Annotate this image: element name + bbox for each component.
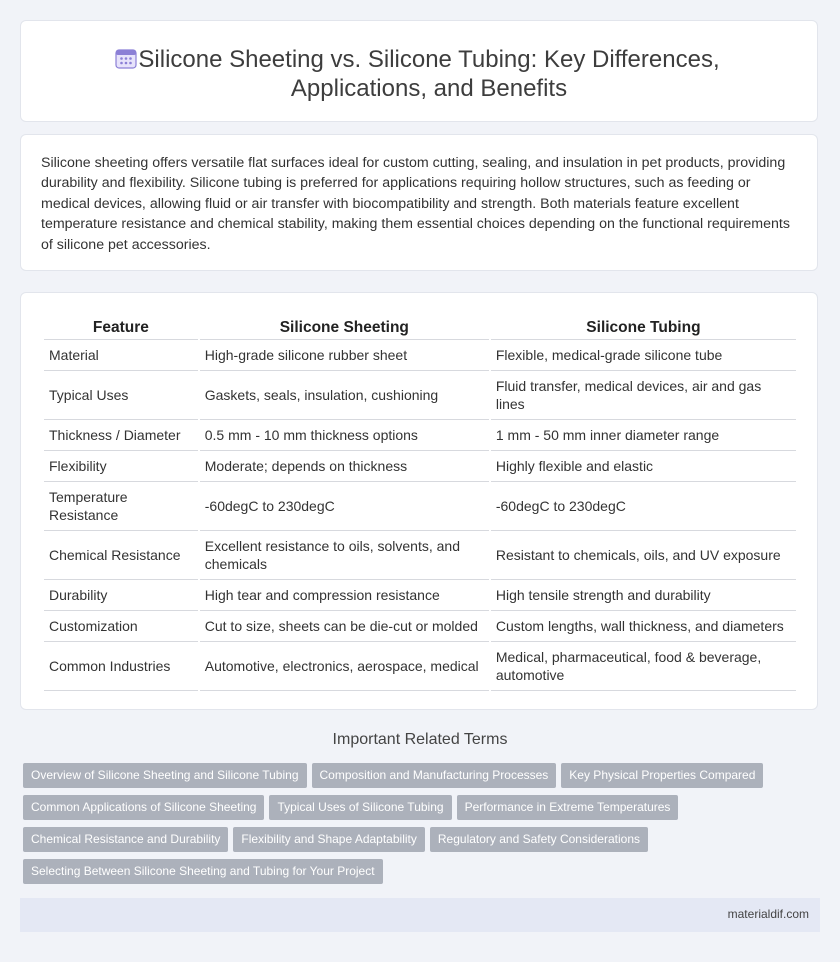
table-row xyxy=(44,451,796,482)
related-terms-heading: Important Related Terms xyxy=(332,731,508,748)
row-sheeting-value: Moderate; depends on thickness xyxy=(200,451,489,482)
row-tubing-value: Fluid transfer, medical devices, air and gas lines xyxy=(491,371,796,420)
related-term-tag[interactable]: Overview of Silicone Sheeting and Silicone Tubing xyxy=(23,763,307,788)
related-term-tag[interactable]: Flexibility and Shape Adaptability xyxy=(233,827,424,852)
related-term-tag[interactable]: Performance in Extreme Temperatures xyxy=(457,795,679,820)
row-sheeting-value: 0.5 mm - 10 mm thickness options xyxy=(200,420,489,451)
related-term-tag[interactable]: Regulatory and Safety Considerations xyxy=(430,827,648,852)
table-row xyxy=(44,482,796,531)
table-row xyxy=(44,340,796,371)
row-tubing-value: Highly flexible and elastic xyxy=(491,451,796,482)
row-sheeting-value: High-grade silicone rubber sheet xyxy=(200,340,489,371)
row-tubing-value: High tensile strength and durability xyxy=(491,580,796,611)
related-term-tag[interactable]: Chemical Resistance and Durability xyxy=(23,827,228,852)
row-sheeting-value: High tear and compression resistance xyxy=(200,580,489,611)
row-tubing-value: Medical, pharmaceutical, food & beverage, automotive xyxy=(491,642,796,691)
footer xyxy=(20,898,820,932)
row-feature: Customization xyxy=(44,611,198,642)
table-row xyxy=(44,642,796,691)
header-silicone-sheeting: Silicone Sheeting xyxy=(200,315,489,340)
row-sheeting-value: Gaskets, seals, insulation, cushioning xyxy=(200,371,489,420)
row-tubing-value: -60degC to 230degC xyxy=(491,482,796,531)
related-term-tag[interactable]: Common Applications of Silicone Sheeting xyxy=(23,795,264,820)
header-silicone-tubing: Silicone Tubing xyxy=(491,315,796,340)
comparison-table xyxy=(42,315,798,691)
related-terms-list xyxy=(23,763,793,891)
title-card xyxy=(20,20,818,122)
row-sheeting-value: Cut to size, sheets can be die-cut or molded xyxy=(200,611,489,642)
row-feature: Durability xyxy=(44,580,198,611)
row-tubing-value: Custom lengths, wall thickness, and diameters xyxy=(491,611,796,642)
intro-card xyxy=(20,134,818,271)
row-tubing-value: Flexible, medical-grade silicone tube xyxy=(491,340,796,371)
row-sheeting-value: Automotive, electronics, aerospace, medical xyxy=(200,642,489,691)
row-feature: Common Industries xyxy=(44,642,198,691)
related-term-tag[interactable]: Typical Uses of Silicone Tubing xyxy=(269,795,451,820)
header-feature: Feature xyxy=(44,315,198,340)
table-row xyxy=(44,371,796,420)
table-header-row xyxy=(44,315,796,340)
table-row xyxy=(44,611,796,642)
row-sheeting-value: -60degC to 230degC xyxy=(200,482,489,531)
row-feature: Thickness / Diameter xyxy=(44,420,198,451)
row-sheeting-value: Excellent resistance to oils, solvents, and chemicals xyxy=(200,531,489,580)
footer-site-link[interactable]: materialdif.com xyxy=(727,907,809,921)
related-term-tag[interactable]: Composition and Manufacturing Processes xyxy=(312,763,557,788)
row-tubing-value: Resistant to chemicals, oils, and UV exposure xyxy=(491,531,796,580)
row-tubing-value: 1 mm - 50 mm inner diameter range xyxy=(491,420,796,451)
table-row xyxy=(44,420,796,451)
related-term-tag[interactable]: Key Physical Properties Compared xyxy=(561,763,763,788)
table-row xyxy=(44,531,796,580)
row-feature: Flexibility xyxy=(44,451,198,482)
intro-paragraph: Silicone sheeting offers versatile flat surfaces ideal for custom cutting, sealing, and insulation in pet products, providing durability and flexibility. Silicone tubing is preferred for applications requiring hollow structures, such as feeding or medical devices, allowing fluid or air transfer with biocompatibility and strength. Both materials feature excellent temperature resistance and chemical stability, making them essential choices depending on the functional requirements of silicone pet accessories. xyxy=(41,155,790,253)
row-feature: Typical Uses xyxy=(44,371,198,420)
row-feature: Chemical Resistance xyxy=(44,531,198,580)
page-title: Silicone Sheeting vs. Silicone Tubing: Key Differences, Applications, and Benefits xyxy=(138,46,720,102)
comparison-card xyxy=(20,292,818,710)
row-feature: Temperature Resistance xyxy=(44,482,198,531)
row-feature: Material xyxy=(44,340,198,371)
table-row xyxy=(44,580,796,611)
related-term-tag[interactable]: Selecting Between Silicone Sheeting and Tubing for Your Project xyxy=(23,859,383,884)
